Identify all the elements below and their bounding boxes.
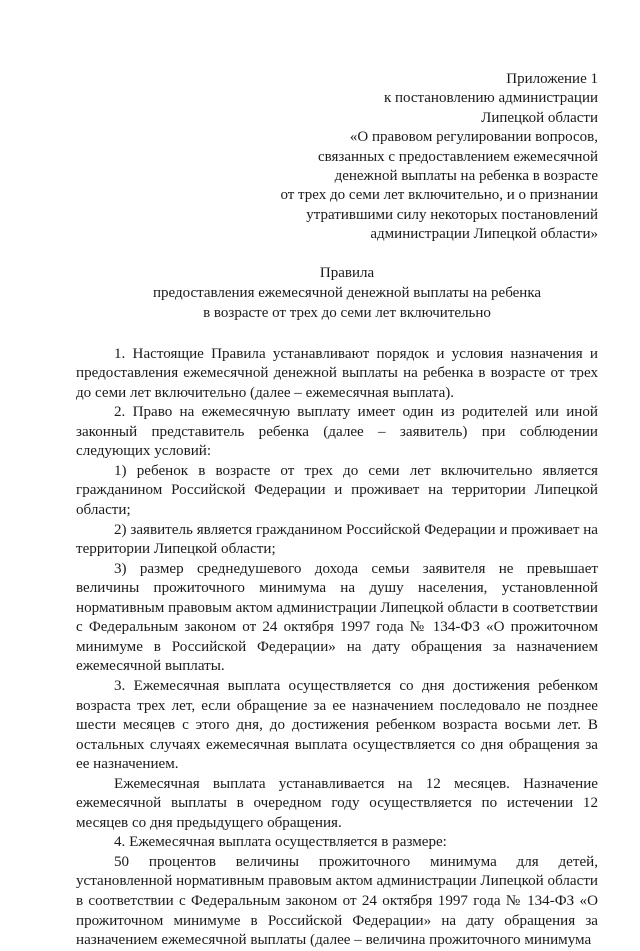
appendix-line: Липецкой области — [481, 109, 598, 126]
document-title — [96, 263, 598, 323]
title-line: в возрасте от трех до семи лет включительно — [203, 304, 491, 321]
appendix-line: администрации Липецкой области» — [370, 226, 598, 243]
paragraph: 1) ребенок в возрасте от трех до семи лет включительно является гражданином Российской Федерации и проживает на территории Липецкой области; — [76, 462, 598, 519]
appendix-line: связанных с предоставлением ежемесячной — [317, 148, 598, 165]
paragraph: 2) заявитель является гражданином Российской Федерации и проживает на территории Липецкой области; — [76, 521, 598, 558]
appendix-line: денежной выплаты на ребенка в возрасте — [334, 168, 598, 185]
appendix-line: утратившими силу некоторых постановлений — [306, 206, 598, 223]
paragraph: 3) размер среднедушевого дохода семьи заявителя не превышает величины прожиточного минимума на душу населения, установленной нормативным правовым актом администрации Липецкой области в соответствии с Федеральным законом от 24 октября 1997 года № 134-ФЗ «О прожиточном минимуме в Российской Федерации» на дату обращения за назначением ежемесячной выплаты. — [76, 560, 598, 675]
paragraph: 1. Настоящие Правила устанавливают порядок и условия назначения и предоставления ежемесячной денежной выплаты на ребенка в возрасте от трех до семи лет включительно (далее – ежемесячная выплата). — [76, 345, 598, 401]
appendix-line: к постановлению администрации — [383, 90, 598, 107]
appendix-line: от трех до семи лет включительно, и о признании — [280, 187, 598, 204]
appendix-line: «О правовом регулировании вопросов, — [349, 129, 598, 146]
title-line: предоставления ежемесячной денежной выплаты на ребенка — [152, 284, 542, 301]
title-line: Правила — [319, 264, 375, 281]
appendix-header — [76, 70, 598, 245]
paragraph: 2. Право на ежемесячную выплату имеет один из родителей или иной законный представитель ребенка (далее – заявитель) при соблюдении следующих условий: — [76, 404, 598, 460]
paragraph: Ежемесячная выплата устанавливается на 12 месяцев. Назначение ежемесячной выплаты в очередном году осуществляется по истечении 12 месяцев со дня предыдущего обращения. — [76, 775, 598, 831]
paragraph: 3. Ежемесячная выплата осуществляется со дня достижения ребенком возраста трех лет, если обращение за ее назначением последовало не позднее шести месяцев с этого дня, до достижения ребенком возраста восьми лет. В остальных случаях ежемесячная выплата осуществляется со дня обращения за ее назначением. — [76, 677, 598, 773]
document-body — [76, 345, 598, 951]
appendix-line: Приложение 1 — [506, 71, 598, 87]
paragraph: 50 процентов величины прожиточного минимума для детей, установленной нормативным правовым актом администрации Липецкой области в соответствии с Федеральным законом от 24 октября 1997 года № 134-ФЗ «О прожиточном минимуме в Российской Федерации» на дату обращения за назначением ежемесячной выплаты (далее – величина прожиточного минимума — [76, 853, 598, 949]
paragraph: 4. Ежемесячная выплата осуществляется в размере: — [114, 834, 447, 851]
